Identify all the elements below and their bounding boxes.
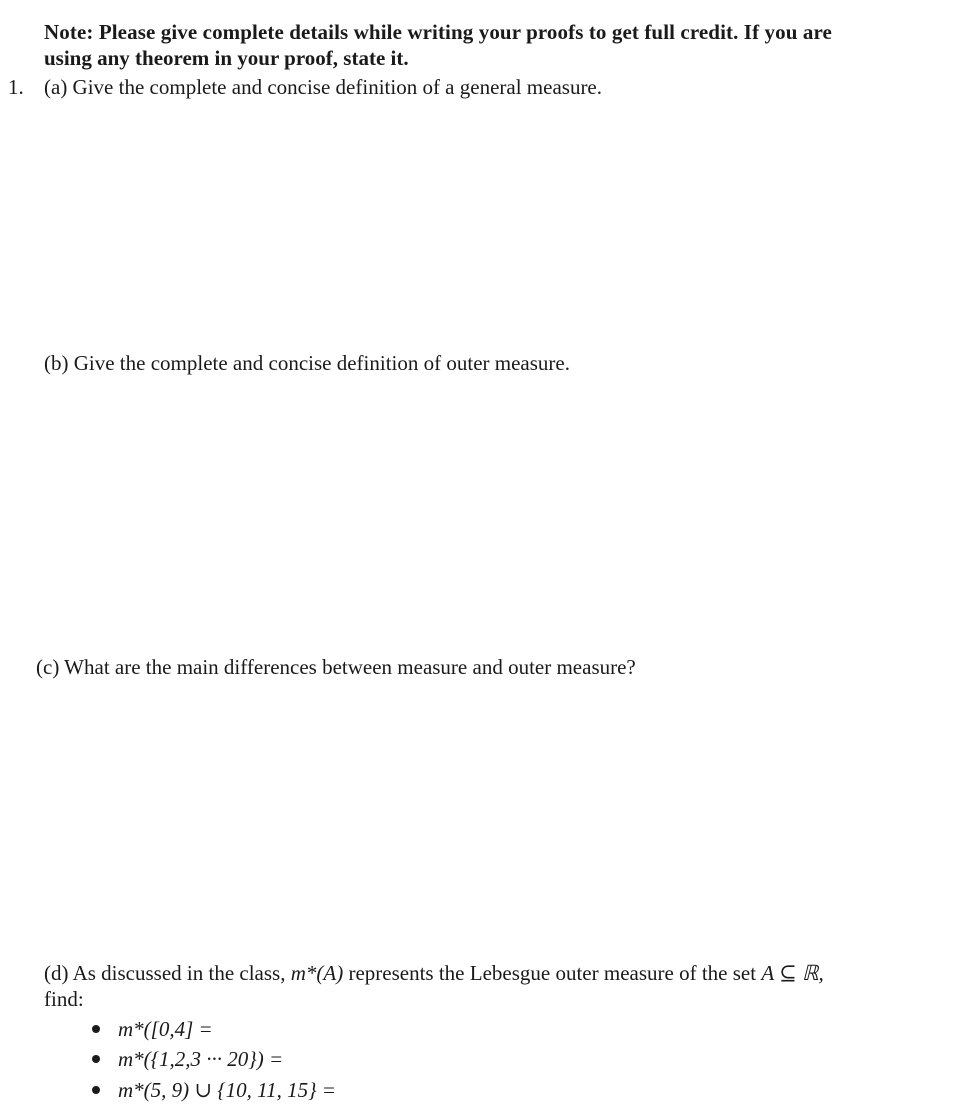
question-part-a: (a) Give the complete and concise definition of a general measure. — [44, 75, 603, 99]
question-part-d-find: find: — [44, 987, 84, 1011]
answer-space-a[interactable] — [0, 105, 965, 345]
list-item-1: m*([0,4] = — [118, 1017, 213, 1041]
question-part-c: (c) What are the main differences between measure and outer measure? — [36, 655, 636, 679]
part-d-text-after: represents the Lebesgue outer measure of the set — [343, 961, 762, 985]
question-part-b: (b) Give the complete and concise definition of outer measure. — [44, 351, 570, 375]
bullet-icon — [92, 1086, 100, 1094]
note-line-1: Note: Please give complete details while writing your proofs to get full credit. If you are — [44, 20, 832, 44]
answer-space-b[interactable] — [0, 381, 965, 651]
outer-measure-notation: m*(A) — [290, 961, 344, 985]
list-item-3: m*(5, 9) ∪ {10, 11, 15} = — [118, 1078, 336, 1102]
answer-space-c[interactable] — [0, 685, 965, 955]
bullet-icon — [92, 1025, 100, 1033]
note-line-2: using any theorem in your proof, state it. — [44, 46, 409, 70]
set-notation: A ⊆ ℝ, — [761, 961, 824, 985]
question-part-d-intro — [44, 961, 824, 985]
list-item-2: m*({1,2,3 ··· 20}) = — [118, 1047, 284, 1071]
question-number: 1. — [8, 75, 24, 99]
part-d-text-before: (d) As discussed in the class, — [44, 961, 291, 985]
bullet-icon — [92, 1055, 100, 1063]
